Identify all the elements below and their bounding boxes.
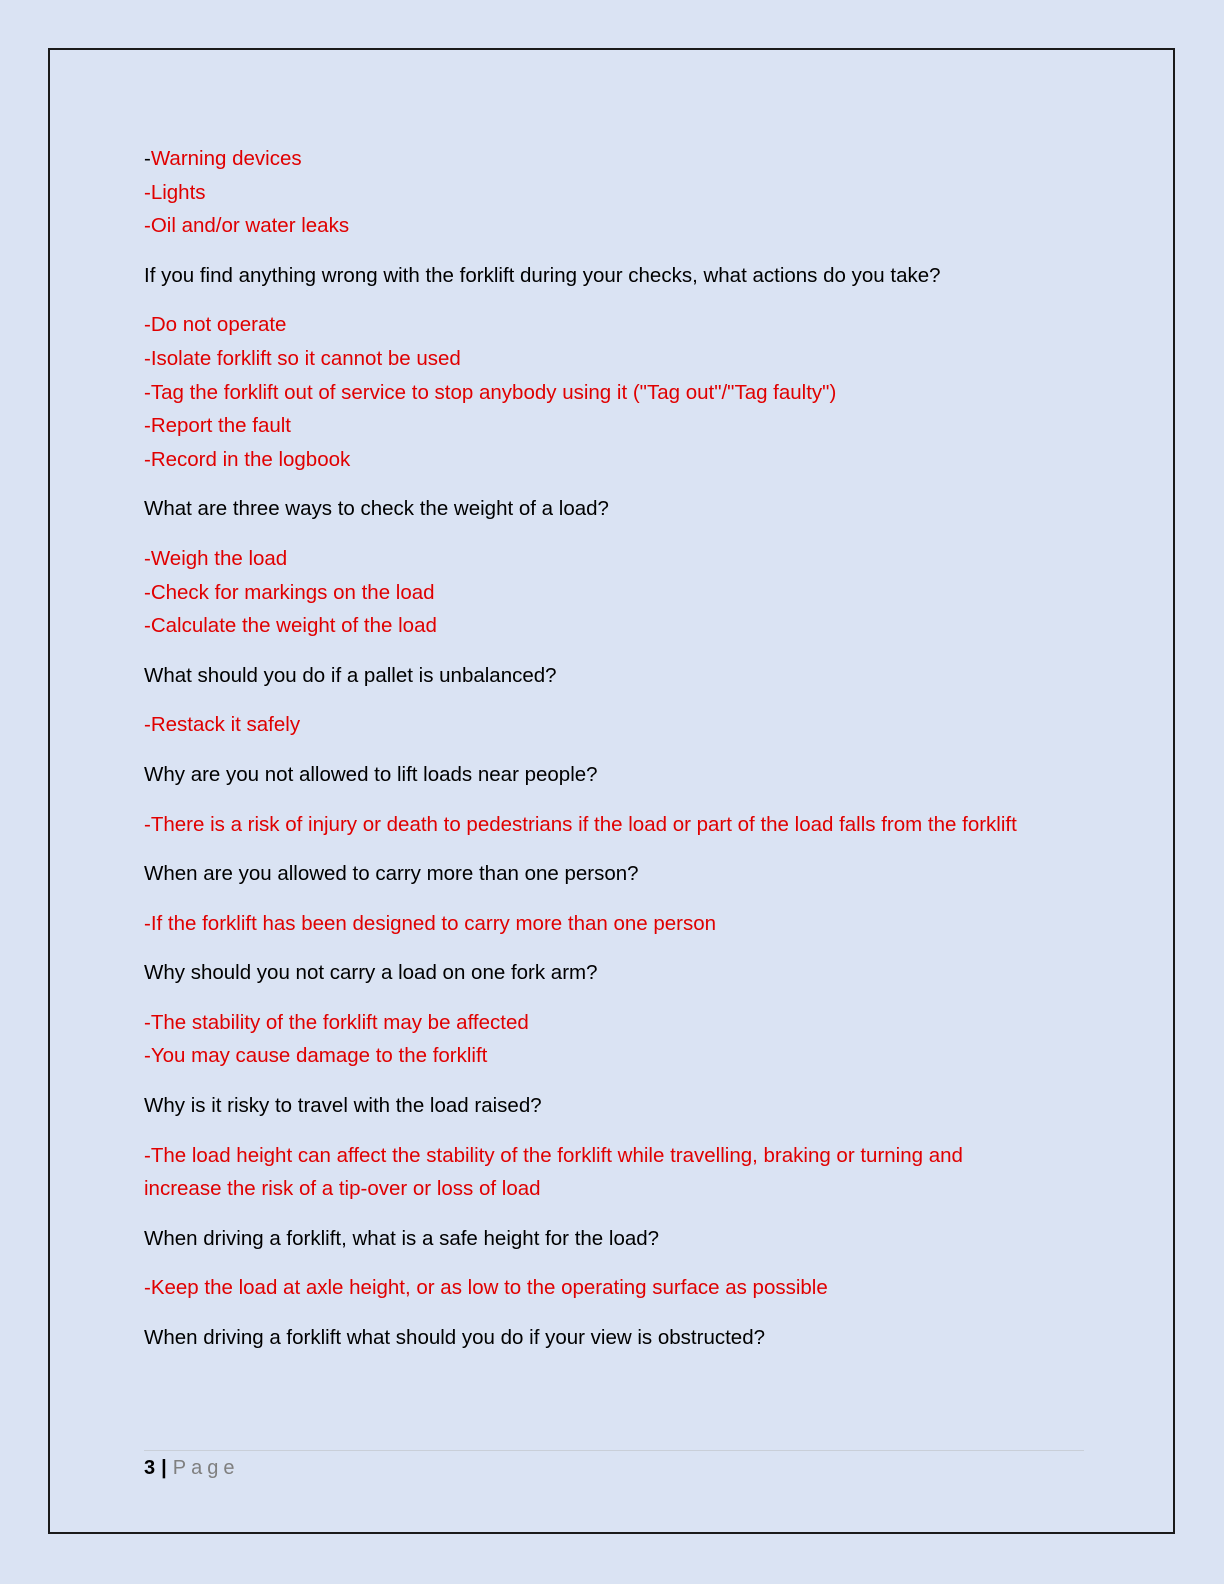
question-text: When are you allowed to carry more than one person? xyxy=(144,862,639,886)
answer-dash: - xyxy=(144,1143,151,1167)
question-text: When driving a forklift what should you do if your view is obstructed? xyxy=(144,1326,765,1350)
answer-text: You may cause damage to the forklift xyxy=(150,1044,488,1068)
answer-text: Tag the forklift out of service to stop anybody using it ("Tag out"/"Tag faulty") xyxy=(150,380,837,404)
answer-item xyxy=(144,142,1044,176)
answer-text: There is a risk of injury or death to pedestrians if the load or part of the load falls from the forklift xyxy=(150,812,1017,836)
question-text: Why is it risky to travel with the load raised? xyxy=(144,1094,542,1118)
question-text: What are three ways to check the weight of a load? xyxy=(144,497,609,521)
answer-text: Calculate the weight of the load xyxy=(150,614,437,638)
answer-dash: - xyxy=(144,614,151,638)
answer-item xyxy=(144,1039,1044,1073)
paragraph-gap xyxy=(144,526,1044,542)
paragraph-gap xyxy=(144,940,1044,956)
answer-item xyxy=(144,308,1044,342)
paragraph-gap xyxy=(144,1123,1044,1139)
answer-dash: - xyxy=(144,713,151,737)
answer-item xyxy=(144,708,1044,742)
answer-list xyxy=(144,708,1044,742)
answer-dash: - xyxy=(144,546,151,570)
answer-list xyxy=(144,907,1044,941)
page-footer xyxy=(144,1455,239,1481)
answer-text: Check for markings on the load xyxy=(150,580,435,604)
answer-item xyxy=(144,1006,1044,1040)
paragraph-gap xyxy=(144,792,1044,808)
answer-dash: - xyxy=(144,180,151,204)
answer-text: The load height can affect the stability of the forklift while travelling, braking or turning and increase the risk of a tip-over or loss of load xyxy=(144,1143,963,1201)
page-label: Page xyxy=(172,1457,240,1479)
answer-list xyxy=(144,808,1044,842)
footer-divider xyxy=(144,1450,1084,1451)
answer-item xyxy=(144,376,1044,410)
answer-list xyxy=(144,1271,1044,1305)
answer-list xyxy=(144,1006,1044,1073)
answer-dash: - xyxy=(144,447,151,471)
question-text: When driving a forklift, what is a safe height for the load? xyxy=(144,1226,660,1250)
paragraph-gap xyxy=(144,1255,1044,1271)
answer-text: Warning devices xyxy=(150,147,302,170)
answer-list xyxy=(144,542,1044,643)
answer-item xyxy=(144,542,1044,576)
answer-item xyxy=(144,443,1044,477)
answer-item xyxy=(144,576,1044,610)
answer-list xyxy=(144,1139,1044,1206)
question-text: What should you do if a pallet is unbalanced? xyxy=(144,663,557,687)
answer-text: Weigh the load xyxy=(150,546,288,570)
answer-dash: - xyxy=(144,1010,151,1034)
answer-text: Lights xyxy=(150,180,206,204)
answer-dash: - xyxy=(144,346,151,370)
paragraph-gap xyxy=(144,692,1044,708)
paragraph-gap xyxy=(144,292,1044,308)
paragraph-gap xyxy=(144,990,1044,1006)
paragraph-gap xyxy=(144,891,1044,907)
question-text: Why are you not allowed to lift loads near people? xyxy=(144,762,598,786)
answer-dash: - xyxy=(144,147,151,170)
footer-separator: | xyxy=(161,1457,167,1479)
answer-item xyxy=(144,209,1044,243)
answer-item xyxy=(144,342,1044,376)
answer-item xyxy=(144,1271,1044,1305)
answer-item xyxy=(144,409,1044,443)
answer-text: If the forklift has been designed to carry more than one person xyxy=(150,911,717,935)
paragraph-gap xyxy=(144,742,1044,758)
paragraph-gap xyxy=(144,841,1044,857)
answer-dash: - xyxy=(144,580,151,604)
answer-text: Record in the logbook xyxy=(150,447,351,471)
answer-list xyxy=(144,142,1044,243)
paragraph-gap xyxy=(144,643,1044,659)
answer-list xyxy=(144,308,1044,476)
question-text: If you find anything wrong with the forklift during your checks, what actions do you take? xyxy=(144,263,941,287)
answer-text: Isolate forklift so it cannot be used xyxy=(150,346,461,370)
answer-dash: - xyxy=(144,414,151,438)
answer-text: Restack it safely xyxy=(150,713,301,737)
answer-text: Report the fault xyxy=(150,414,291,438)
answer-item xyxy=(144,808,1044,842)
answer-item xyxy=(144,907,1044,941)
answer-dash: - xyxy=(144,1276,151,1300)
answer-dash: - xyxy=(144,1044,151,1068)
paragraph-gap xyxy=(144,1206,1044,1222)
answer-text: Oil and/or water leaks xyxy=(150,214,350,238)
document-body xyxy=(144,142,1044,1355)
answer-text: Do not operate xyxy=(150,313,287,337)
answer-dash: - xyxy=(144,313,151,337)
answer-item xyxy=(144,1139,1044,1206)
paragraph-gap xyxy=(144,1305,1044,1321)
answer-dash: - xyxy=(144,214,151,238)
answer-dash: - xyxy=(144,380,151,404)
question-text: Why should you not carry a load on one fork arm? xyxy=(144,961,598,985)
answer-item xyxy=(144,176,1044,210)
answer-dash: - xyxy=(144,911,151,935)
answer-item xyxy=(144,609,1044,643)
paragraph-gap xyxy=(144,243,1044,259)
paragraph-gap xyxy=(144,476,1044,492)
answer-text: The stability of the forklift may be affected xyxy=(150,1010,529,1034)
paragraph-gap xyxy=(144,1073,1044,1089)
page-number: 3 xyxy=(144,1457,156,1479)
answer-text: Keep the load at axle height, or as low to the operating surface as possible xyxy=(150,1276,828,1300)
answer-dash: - xyxy=(144,812,151,836)
